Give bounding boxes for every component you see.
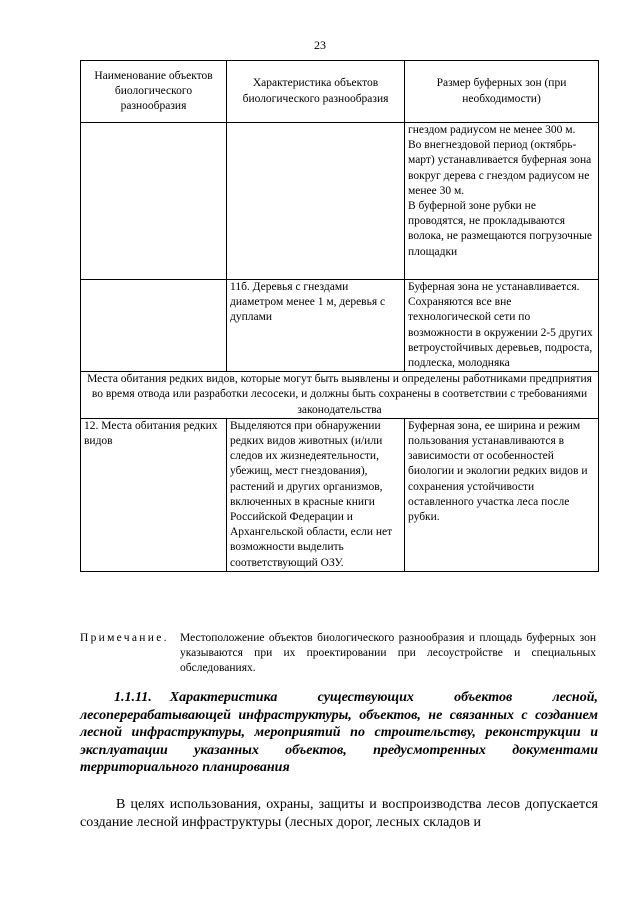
table-cell	[81, 123, 227, 280]
table-cell	[227, 123, 405, 280]
table-section-row	[81, 372, 599, 419]
buffer-text-continued: гнездом радиусом не менее 300 м. Во внегнездовой период (октябрь-март) устанавливается буферная зона вокруг дерева с гнездом радиусом не менее 30 м. В буферной зоне рубки не проводятся, не прокладываются волока, не размещаются погрузочные площадки	[408, 124, 592, 258]
section-caption	[81, 372, 599, 419]
table-cell: Буферная зона, ее ширина и режим пользования устанавливаются в зависимости от особенностей биологии и экологии редких видов и сохранения устойчивости оставленного участка леса после рубки.	[405, 418, 599, 571]
header-object-name: Наименование объектов биологического разнообразия	[81, 61, 227, 123]
table-row	[81, 123, 599, 280]
table-cell: Выделяются при обнаружении редких видов животных (и/или следов их жизнедеятельности, убежищ, мест гнездования), растений и других организмов, включенных в красные книги Российской Федерации и Архангельской области, если нет возможности выделить соответствующий ОЗУ.	[227, 418, 405, 571]
body-paragraph: В целях использования, охраны, защиты и воспроизводства лесов допускается создание лесной инфраструктуры (лесных дорог, лесных складов и	[80, 797, 598, 830]
biodiversity-table	[80, 60, 599, 572]
table-cell: 12. Места обитания редких видов	[81, 418, 227, 571]
header-characteristic: Характеристика объектов биологического разнообразия	[227, 61, 405, 123]
page-number: 23	[314, 38, 326, 52]
table-cell: 11б. Деревья с гнездами диаметром менее 1 м, деревья с дуплами	[227, 280, 405, 372]
table-cell	[81, 280, 227, 372]
buffer-text: Буферная зона не устанавливается. Сохраняются все вне технологической сети по возможности в окружении 2-5 других ветроустойчивых деревьев, подроста, подлеска, молодняка	[408, 281, 593, 370]
section-number: 1.1.11.	[114, 690, 152, 705]
section-title: Характеристика существующих объектов лесной, лесоперерабатывающей инфраструктуры, объектов, не связанных с созданием лесной инфраструктуры, мероприятий по строительству, реконструкции и эксплуатации указанных объектов, предусмотренных документами территориального планирования	[80, 690, 598, 775]
note-label: Примечание.	[80, 632, 169, 644]
section-heading	[80, 689, 598, 777]
table-row	[81, 418, 599, 571]
table-header-row	[81, 61, 599, 123]
header-buffer-size: Размер буферных зон (при необходимости)	[405, 61, 599, 123]
note-text: Местоположение объектов биологического разнообразия и площадь буферных зон указываются при их проектировании при лесоустройстве и специальных обследованиях.	[180, 632, 596, 674]
table-row	[81, 280, 599, 372]
table-cell	[405, 123, 599, 280]
table-cell	[405, 280, 599, 372]
section-caption-text: Места обитания редких видов, которые могут быть выявлены и определены работниками предприятия во время отвода или разработки лесосеки, и должны быть сохранены в соответствии с требованиями законодательства	[87, 373, 592, 416]
table-note	[80, 631, 598, 676]
